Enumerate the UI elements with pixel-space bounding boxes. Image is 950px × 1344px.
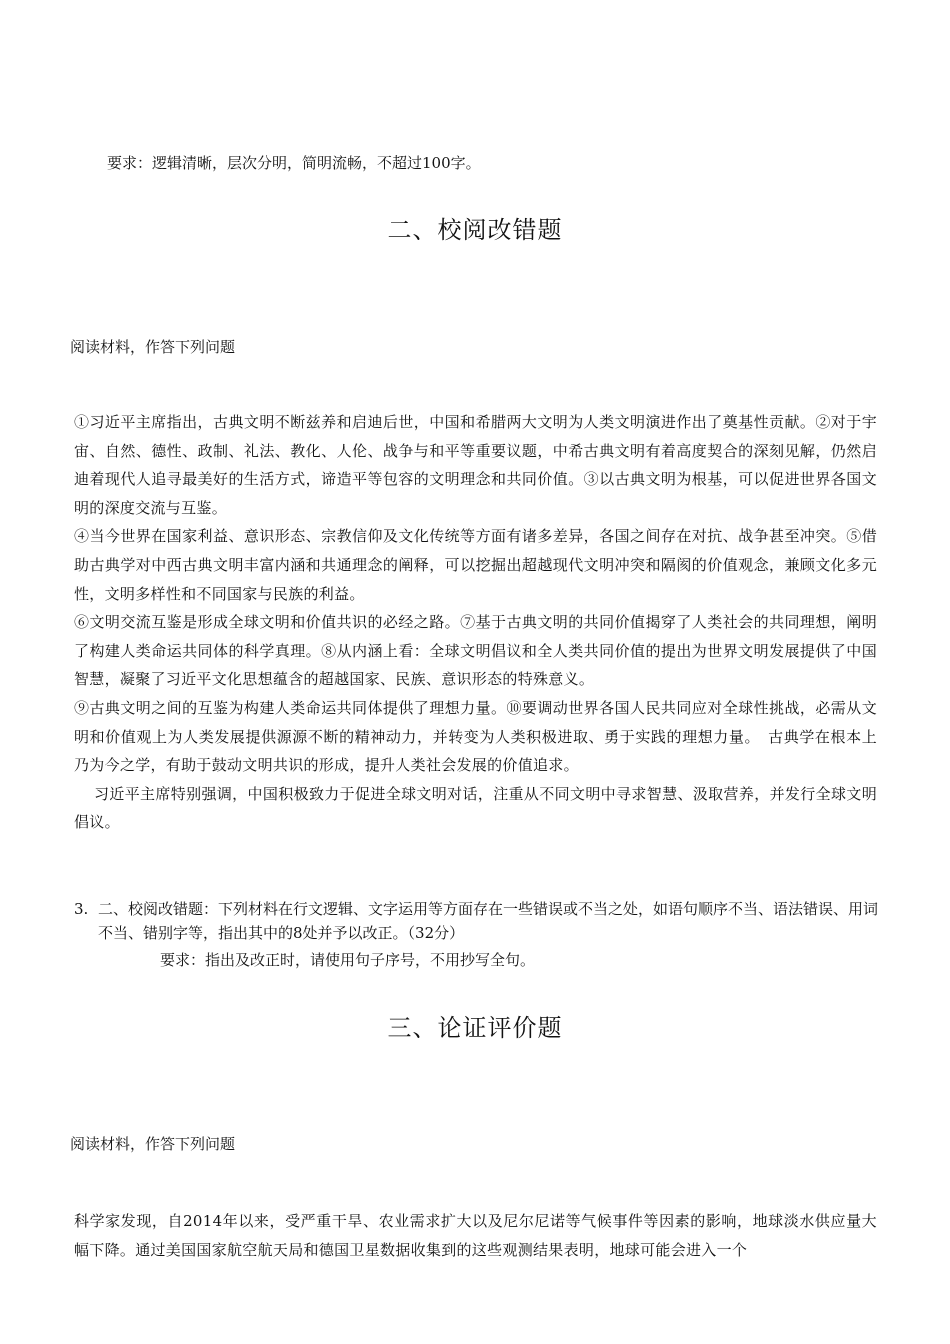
section2-instruction: 阅读材料，作答下列问题: [70, 338, 236, 356]
question-number: 3.: [74, 900, 89, 918]
material-paragraph-5: 习近平主席特别强调，中国积极致力于促进全球文明对话，注重从不同文明中寻求智慧、汲取营养，并发行全球文明倡议。: [74, 784, 877, 832]
material-paragraph-4: ⑨古典文明之间的互鉴为构建人类命运共同体提供了理想力量。⑩要调动世界各国人民共同应对全球性挑战，必需从文明和价值观上为人类发展提供源源不断的精神动力，并转变为人类积极进取、勇于实践的理想力量。 古典学在根本上乃为今之学，有助于鼓动文明共识的形成，提升人类社会发展的价值追求。: [74, 698, 877, 775]
section3-paragraph: 科学家发现，自2014年以来，受严重干旱、农业需求扩大以及尼尔尼诺等气候事件等因素的影响，地球淡水供应量大幅下降。通过美国国家航空航天局和德国卫星数据收集到的这些观测结果表明，地球可能会进入一个: [74, 1212, 877, 1259]
section3-instruction: 阅读材料，作答下列问题: [70, 1135, 236, 1153]
material-paragraph-3: ⑥文明交流互鉴是形成全球文明和价值共识的必经之路。⑦基于古典文明的共同价值揭穿了人类社会的共同理想，阐明了构建人类命运共同体的科学真理。⑧从内涵上看：全球文明倡议和全人类共同价值的提出为世界文明发展提供了中国智慧，凝聚了习近平文化思想蕴含的超越国家、民族、意识形态的特殊意义。: [74, 613, 877, 689]
section2-material: [74, 408, 877, 837]
top-requirement: 要求：逻辑清晰，层次分明，简明流畅，不超过100字。: [107, 154, 481, 172]
material-paragraph-1: ①习近平主席指出，古典文明不断兹养和启迪后世，中国和希腊两大文明为人类文明演进作出了奠基性贡献。②对于宇宙、自然、德性、政制、礼法、教化、人伦、战争与和平等重要议题，中希古典文明有着高度契合的深刻见解，仍然启迪着现代人追寻最美好的生活方式，谛造平等包容的文明理念和共同价值。③以古典文明为根基，可以促进世界各国文明的深度交流与互鉴。: [74, 413, 877, 517]
question-3: [74, 897, 879, 945]
material-paragraph-2: ④当今世界在国家利益、意识形态、宗教信仰及文化传统等方面有诸多差异，各国之间存在对抗、战争甚至冲突。⑤借助古典学对中西古典文明丰富内涵和共通理念的阐释，可以挖掘出超越现代文明冲突和隔阂的价值观念，兼顾文化多元性，文明多样性和不同国家与民族的利益。: [74, 527, 877, 603]
question-requirement: 要求：指出及改正时，请使用句子序号，不用抄写全句。: [160, 951, 536, 969]
question-text: 二、校阅改错题：下列材料在行文逻辑、文字运用等方面存在一些错误或不当之处，如语句顺序不当、语法错误、用词不当、错别字等，指出其中的8处并予以改正。（32分）: [98, 900, 879, 942]
section3-title: 三、论证评价题: [387, 1014, 563, 1042]
section3-material: [74, 1207, 877, 1264]
section2-title: 二、校阅改错题: [387, 216, 563, 244]
